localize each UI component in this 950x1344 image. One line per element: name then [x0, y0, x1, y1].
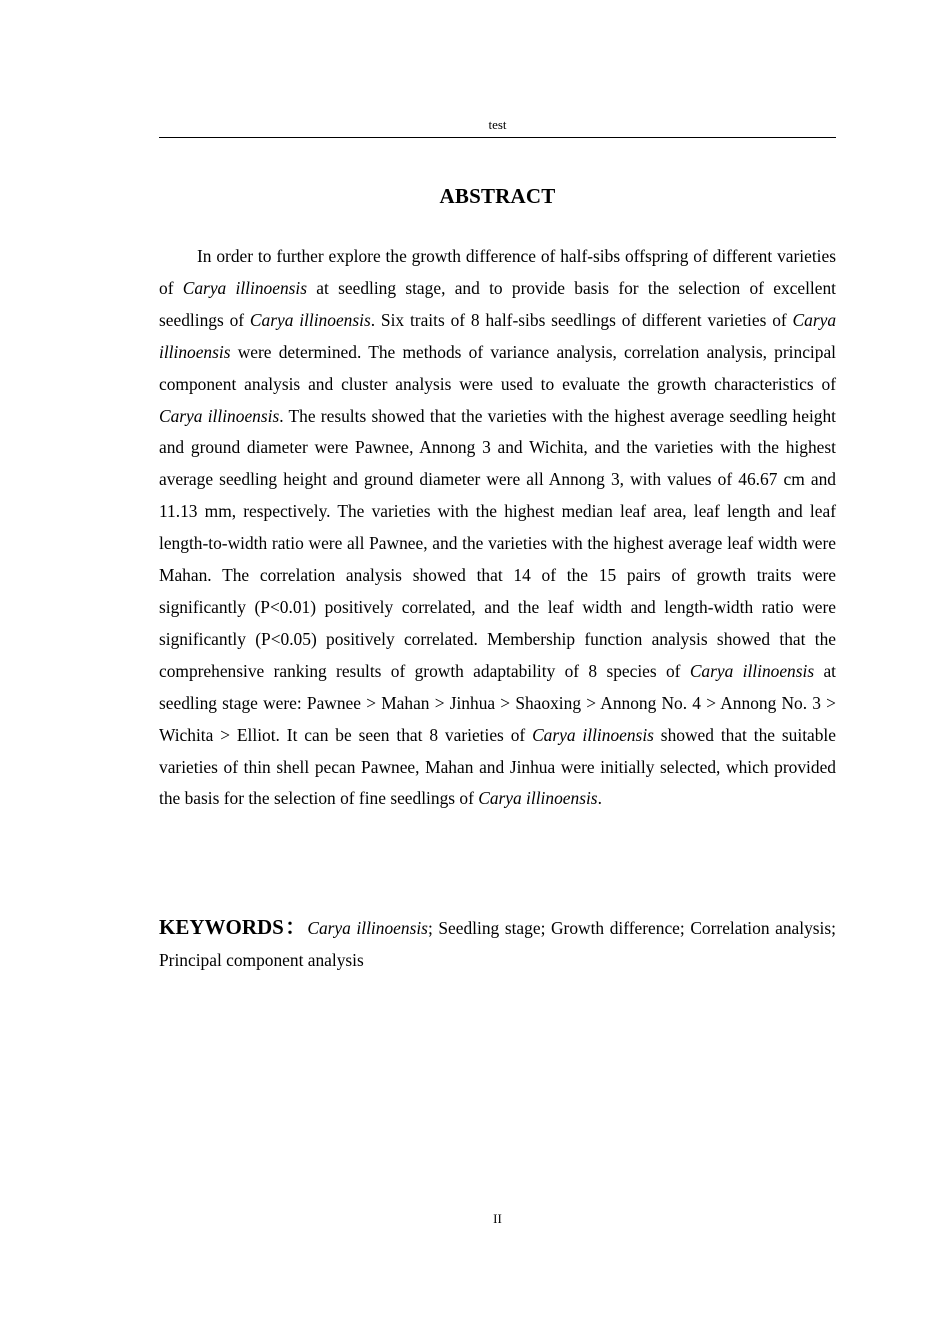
keyword-item: Correlation analysis: [690, 918, 832, 938]
keyword-item: Carya illinoensis: [307, 918, 428, 938]
keywords-line: [159, 911, 836, 976]
abstract-text-run: were determined. The methods of variance analysis, correlation analysis, principal component analysis and cluster analysis were used to evaluate the growth characteristics of: [159, 341, 836, 394]
keyword-item: Seedling stage: [438, 918, 541, 938]
abstract-text-run: . The results showed that the varieties with the highest average seedling height and ground diameter were Pawnee, Annong 3 and Wichita, and the varieties with the highest average seedling height and ground diameter were all Annong 3, with values of 46.67 cm and 11.13 mm, respectively. The varieties with the highest median leaf area, leaf length and leaf length-to-width ratio were all Pawnee, and the varieties with the highest average leaf width were Mahan. The correlation analysis showed that 14 of the 15 pairs of growth traits were significantly (P<0.01) positively correlated, and the leaf width and length-width ratio were significantly (P<0.05) positively correlated. Membership function analysis showed that the comprehensive ranking results of growth adaptability of 8 species of: [159, 405, 836, 681]
running-header: test: [488, 117, 507, 132]
keyword-item: Growth difference: [551, 918, 680, 938]
keywords-label: KEYWORDS：: [159, 915, 308, 939]
species-name: Carya illinoensis: [159, 405, 280, 426]
species-name: Carya illinoensis: [159, 309, 837, 362]
header-rule: [159, 137, 836, 138]
abstract-title: ABSTRACT: [439, 184, 556, 208]
keyword-item: Principal component analysis: [159, 950, 364, 970]
abstract-text-run: .: [597, 788, 602, 809]
keyword-separator: ;: [427, 918, 439, 938]
keyword-separator: ;: [831, 918, 836, 938]
abstract-text-run: . Six traits of 8 half-sibs seedlings of different varieties of: [370, 309, 793, 330]
abstract-text-run: at seedling stage, and to provide basis for the selection of excellent seedlings of: [159, 277, 836, 330]
species-name: Carya illinoensis: [532, 724, 654, 745]
species-name: Carya illinoensis: [182, 277, 308, 298]
species-name: Carya illinoensis: [478, 788, 598, 809]
keyword-separator: ;: [679, 918, 691, 938]
abstract-text-run: at seedling stage were: Pawnee > Mahan > Jinhua > Shaoxing > Annong No. 4 > Annong No. 3 > Wichita > Elliot. It can be seen that 8 varieties of: [159, 660, 837, 745]
abstract-text-run: In order to further explore the growth difference of half-sibs offspring of different varieties of: [159, 246, 836, 298]
abstract-text-run: showed that the suitable varieties of thin shell pecan Pawnee, Mahan and Jinhua were initially selected, which provided the basis for the selection of fine seedlings of: [159, 724, 836, 809]
species-name: Carya illinoensis: [689, 660, 815, 681]
keyword-separator: ;: [540, 918, 551, 938]
page-number: II: [493, 1211, 502, 1226]
species-name: Carya illinoensis: [249, 309, 371, 330]
abstract-body: [159, 241, 836, 815]
